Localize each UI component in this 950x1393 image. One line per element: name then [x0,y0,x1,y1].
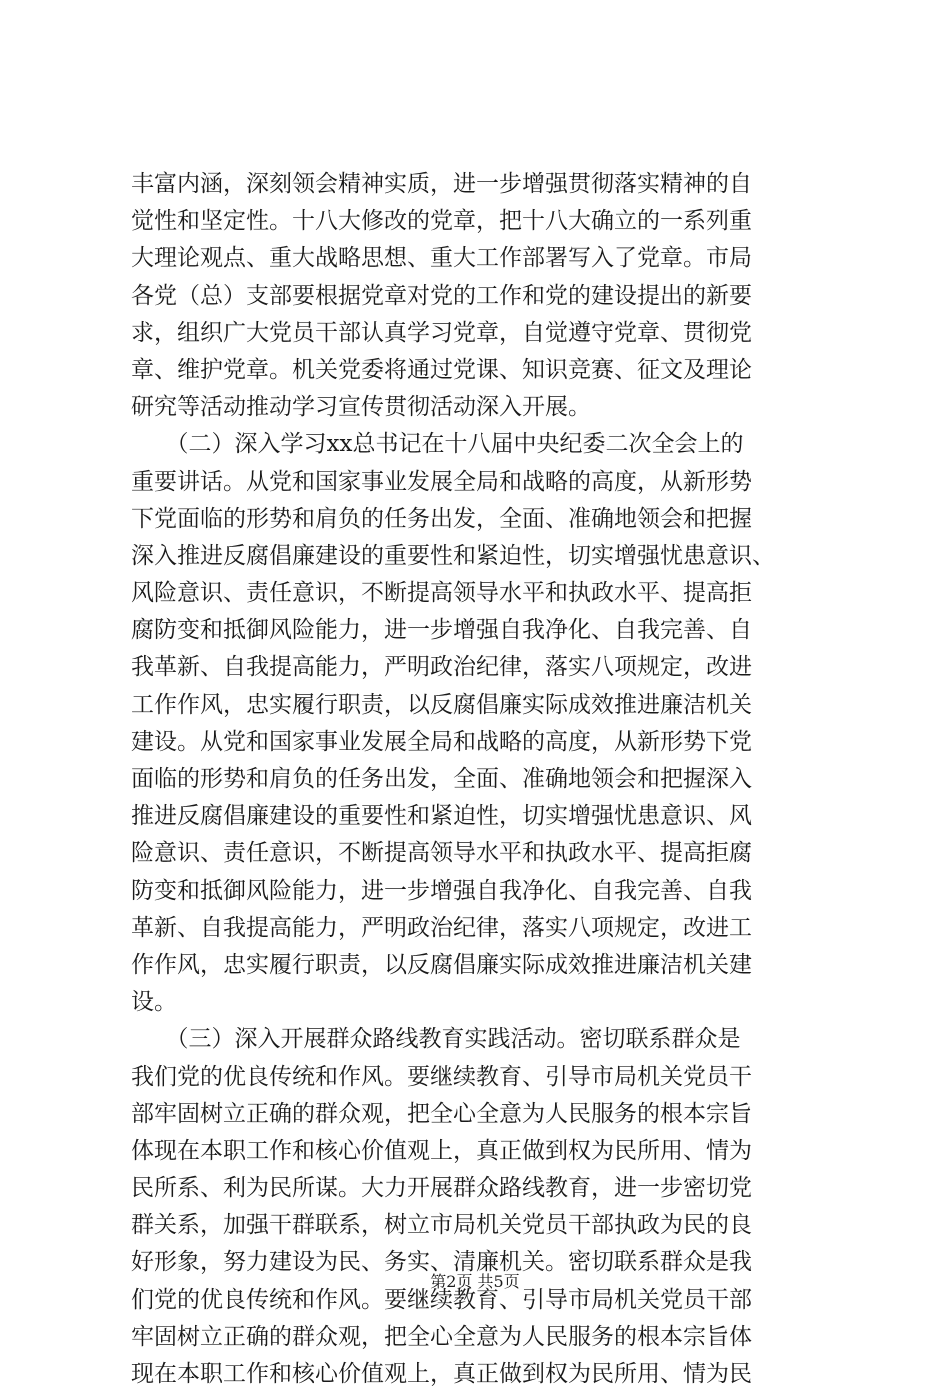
text-line: 民所系、利为民所谋。大力开展群众路线教育，进一步密切党 [131,1175,752,1202]
text-line: 深入推进反腐倡廉建设的重要性和紧迫性，切实增强忧患意识、 [131,542,775,569]
text-line: 建设。从党和国家事业发展全局和战略的高度，从新形势下党 [131,728,752,755]
text-line: 现在本职工作和核心价值观上，真正做到权为民所用、情为民 [131,1361,752,1387]
text-line: 作作风，忠实履行职责，以反腐倡廉实际成效推进廉洁机关建 [131,951,752,978]
text-line: 我们党的优良传统和作风。要继续教育、引导市局机关党员干 [131,1063,752,1090]
text-line: 体现在本职工作和核心价值观上，真正做到权为民所用、情为 [131,1137,752,1164]
text-line: 研究等活动推动学习宣传贯彻活动深入开展。 [131,394,591,421]
text-line: 好形象，努力建设为民、务实、清廉机关。密切联系群众是我 [131,1249,752,1276]
text-line: 腐防变和抵御风险能力，进一步增强自我净化、自我完善、自 [131,617,752,644]
text-line: 大理论观点、重大战略思想、重大工作部署写入了党章。市局 [131,245,752,272]
text-line: 工作作风，忠实履行职责，以反腐倡廉实际成效推进廉洁机关 [131,691,752,718]
text-line: 丰富内涵，深刻领会精神实质，进一步增强贯彻落实精神的自 [131,171,752,197]
text-line: 求，组织广大党员干部认真学习党章，自觉遵守党章、贯彻党 [131,319,752,346]
text-line: 我革新、自我提高能力，严明政治纪律，落实八项规定，改进 [131,654,752,681]
document-body [131,166,831,1393]
text-line: 面临的形势和肩负的任务出发，全面、准确地领会和把握深入 [131,766,752,792]
text-line: 牢固树立正确的群众观，把全心全意为人民服务的根本宗旨体 [131,1323,752,1350]
text-line: 重要讲话。从党和国家事业发展全局和战略的高度，从新形势 [131,468,752,495]
text-line: 群关系，加强干群联系，树立市局机关党员干部执政为民的良 [131,1212,752,1239]
text-line: 设。 [131,989,177,1016]
text-line: 下党面临的形势和肩负的任务出发，全面、准确地领会和把握 [131,505,752,532]
text-line: 推进反腐倡廉建设的重要性和紧迫性，切实增强忧患意识、风 [131,803,752,830]
text-line: 们党的优良传统和作风。要继续教育、引导市局机关党员干部 [131,1286,752,1313]
page-number-footer: 第2页 共5页 [430,1272,520,1291]
text-line: 觉性和坚定性。十八大修改的党章，把十八大确立的一系列重 [131,208,752,235]
text-line: 险意识、责任意识，不断提高领导水平和执政水平、提高拒腐 [131,840,752,867]
text-line: 各党（总）支部要根据党章对党的工作和党的建设提出的新要 [131,282,752,309]
section-heading-line: （二）深入学习xx总书记在十八届中央纪委二次全会上的 [131,431,744,458]
text-line: 章、维护党章。机关党委将通过党课、知识竞赛、征文及理论 [131,356,752,383]
section-heading-line: （三）深入开展群众路线教育实践活动。密切联系群众是 [131,1026,741,1053]
text-line: 防变和抵御风险能力，进一步增强自我净化、自我完善、自我 [131,877,752,904]
text-line: 风险意识、责任意识，不断提高领导水平和执政水平、提高拒 [131,580,752,607]
text-line: 部牢固树立正确的群众观，把全心全意为人民服务的根本宗旨 [131,1100,752,1127]
text-line: 革新、自我提高能力，严明政治纪律，落实八项规定，改进工 [131,914,752,941]
